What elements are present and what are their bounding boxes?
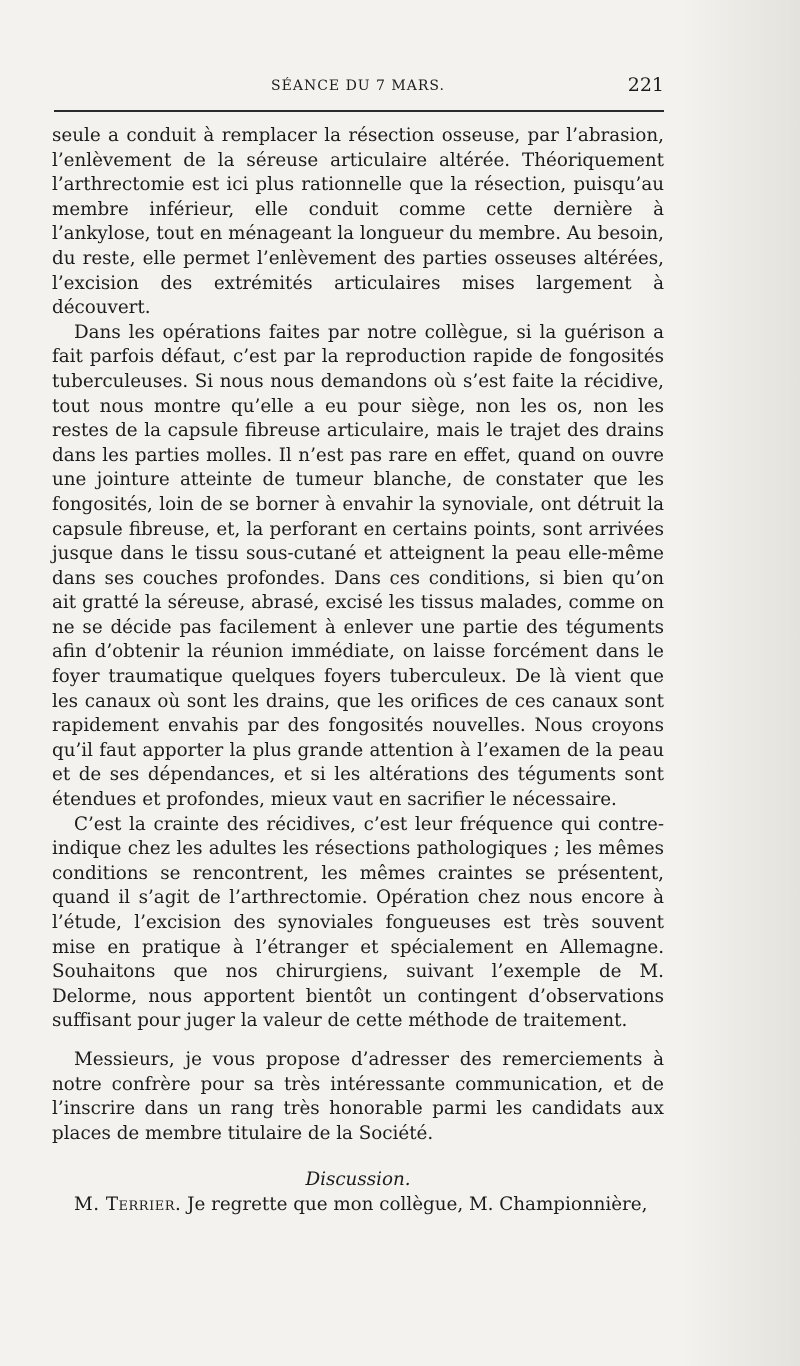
paragraph-3: C’est la crainte des récidives, c’est leur fréquence qui contreindique chez les adultes les résections pathologiques ; les mêmes conditions se rencontrent, les mêmes craintes se présentent, quand il s’agit de l’arthrectomie. Opération chez nous encore à l’étude, l’excision des synoviales fongueuses est très souvent mise en pratique à l’étranger et spécialement en Allemagne. Souhaitons que nos chirurgiens, suivant l’exemple de M. Delorme, nous apportent bientôt un contingent d’observations suffisant pour juger la valeur de cette méthode de traitement.: [52, 813, 664, 1032]
discussion-heading: Discussion.: [305, 1169, 411, 1191]
discussion-text: Je regrette que mon collègue, M. Championnière,: [187, 1193, 648, 1215]
page-header: [52, 74, 664, 102]
paragraph-4: Messieurs, je vous propose d’adresser des remerciements à notre confrère pour sa très intéressante communication, et de l’inscrire dans un rang très honorable parmi les candidats aux places de membre titulaire de la Société.: [52, 1048, 664, 1144]
body-text: [52, 124, 664, 1218]
page-number: 221: [627, 74, 664, 96]
speaker-name: M. Terrier.: [74, 1193, 182, 1215]
discussion-paragraph: [52, 1193, 664, 1218]
running-head: SÉANCE DU 7 MARS.: [271, 78, 445, 94]
paragraph-1: seule a conduit à remplacer la résection osseuse, par l’abrasion, l’enlèvement de la séreuse articulaire altérée. Théoriquement l’arthrectomie est ici plus rationnelle que la résection, puisqu’au membre inférieur, elle conduit comme cette dernière à l’ankylose, tout en ménageant la longueur du membre. Au besoin, du reste, elle permet l’enlèvement des parties osseuses altérées, l’excision des extrémités articulaires mises largement à découvert.: [52, 125, 664, 319]
paragraph-2: Dans les opérations faites par notre collègue, si la guérison a fait parfois défaut, c’est par la reproduction rapide de fongosités tuberculeuses. Si nous nous demandons où s’est faite la récidive, tout nous montre qu’elle a eu pour siège, non les os, non les restes de la capsule fibreuse articulaire, mais le trajet des drains dans les parties molles. Il n’est pas rare en effet, quand on ouvre une jointure atteinte de tumeur blanche, de constater que les fongosités, loin de se borner à envahir la synoviale, ont détruit la capsule fibreuse, et, la perforant en certains points, sont arrivées jusque dans le tissu sous-cutané et atteignent la peau elle-même dans ses couches profondes. Dans ces conditions, si bien qu’on ait gratté la séreuse, abrasé, excisé les tissus malades, comme on ne se décide pas facilement à enlever une partie des téguments afin d’obtenir la réunion immédiate, on laisse forcément dans le foyer traumatique quelques foyers tuberculeux. De là vient que les canaux où sont les drains, que les orifices de ces canaux sont rapidement envahis par des fongosités nouvelles. Nous croyons qu’il faut apporter la plus grande attention à l’examen de la peau et de ses dépendances, et si les altérations des téguments sont étendues et profondes, mieux vaut en sacrifier le nécessaire.: [52, 321, 664, 811]
header-rule: [54, 110, 664, 112]
page-edge-shadow: [680, 0, 800, 1366]
